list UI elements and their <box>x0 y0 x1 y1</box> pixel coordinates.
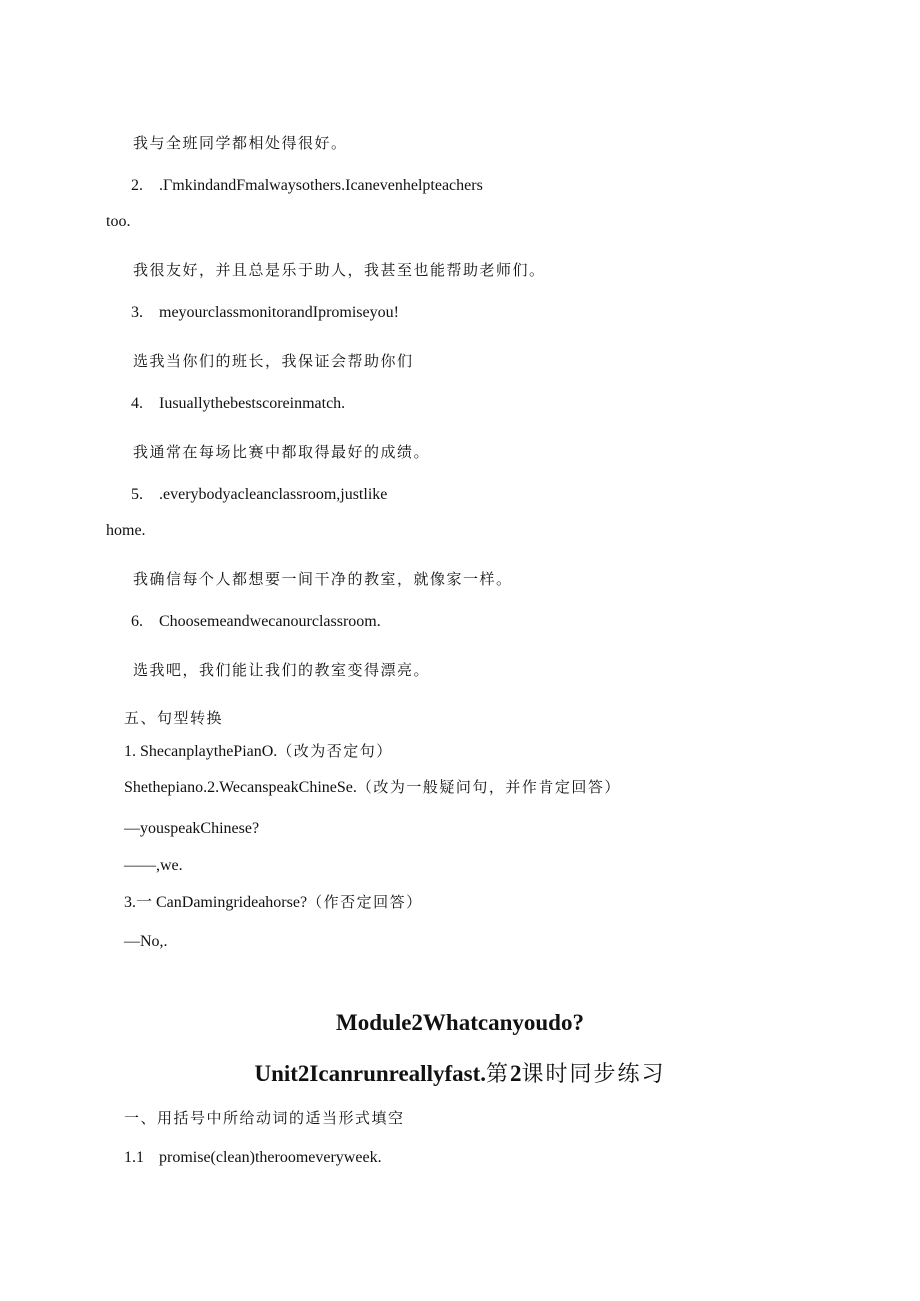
unit-title-zh: 课时同步练习 <box>521 1062 666 1087</box>
answer-line: —No,. <box>124 933 168 950</box>
exercise-item <box>124 1147 382 1169</box>
exercise-item <box>131 302 399 324</box>
item-text: 1. ShecanplaythePianO. <box>124 743 278 760</box>
translation-line: 我确信每个人都想要一间干净的教室，就像家一样。 <box>133 570 513 588</box>
item-number: 2. <box>131 177 143 194</box>
unit-title-en: Unit2Icanrunreallyfast. <box>254 1061 486 1086</box>
translation-line: 我很友好，并且总是乐于助人，我甚至也能帮助老师们。 <box>133 261 546 279</box>
exercise-item <box>124 776 621 799</box>
translation-line: 选我吧，我们能让我们的教室变得漂亮。 <box>133 661 431 679</box>
item-number: 5. <box>131 486 143 503</box>
section-heading: 一、用括号中所给动词的适当形式填空 <box>124 1109 405 1127</box>
item-number: 1.1 <box>124 1149 144 1166</box>
item-text: .everybodyacleanclassroom,justlike <box>159 486 388 503</box>
item-text: Choosemeandwecanourclassroom. <box>159 613 381 630</box>
item-text-continued: home. <box>106 522 146 539</box>
item-instruction: （作否定回答） <box>307 893 423 911</box>
unit-title <box>0 1057 920 1088</box>
item-text-continued: too. <box>106 213 131 230</box>
answer-line: ——,we. <box>124 857 183 874</box>
item-number: 3. <box>131 304 143 321</box>
answer-line: —youspeakChinese? <box>124 820 260 837</box>
item-instruction: （改为否定句） <box>277 742 393 760</box>
item-number: 6. <box>131 613 143 630</box>
lesson-number: 2 <box>510 1061 522 1086</box>
exercise-item <box>131 393 345 415</box>
exercise-item <box>131 611 381 633</box>
section-heading: 五、句型转换 <box>124 709 224 727</box>
exercise-item <box>131 484 387 506</box>
translation-line: 选我当你们的班长，我保证会帮助你们 <box>133 352 414 370</box>
item-text: promise(clean)theroomeveryweek. <box>159 1149 382 1166</box>
exercise-item <box>131 175 483 197</box>
translation-line: 我通常在每场比赛中都取得最好的成绩。 <box>133 443 431 461</box>
item-instruction: （改为一般疑问句，并作肯定回答） <box>356 778 621 796</box>
unit-title-zh: 第 <box>485 1062 510 1087</box>
item-text: Shethepiano.2.WecanspeakChineSe. <box>124 779 357 796</box>
item-number: 4. <box>131 395 143 412</box>
item-text: meyourclassmonitorandIpromiseyou! <box>159 304 399 321</box>
module-title: Module2Whatcanyoudo? <box>336 1010 584 1035</box>
item-text: Iusuallythebestscoreinmatch. <box>159 395 346 412</box>
item-text: 3.一 CanDamingrideahorse? <box>124 894 308 911</box>
item-text: .ΓmkindandFmalwaysothers.Icanevenhelpteachers <box>159 177 483 194</box>
translation-line: 我与全班同学都相处得很好。 <box>133 134 348 152</box>
exercise-item <box>124 740 393 763</box>
exercise-item <box>124 891 423 914</box>
